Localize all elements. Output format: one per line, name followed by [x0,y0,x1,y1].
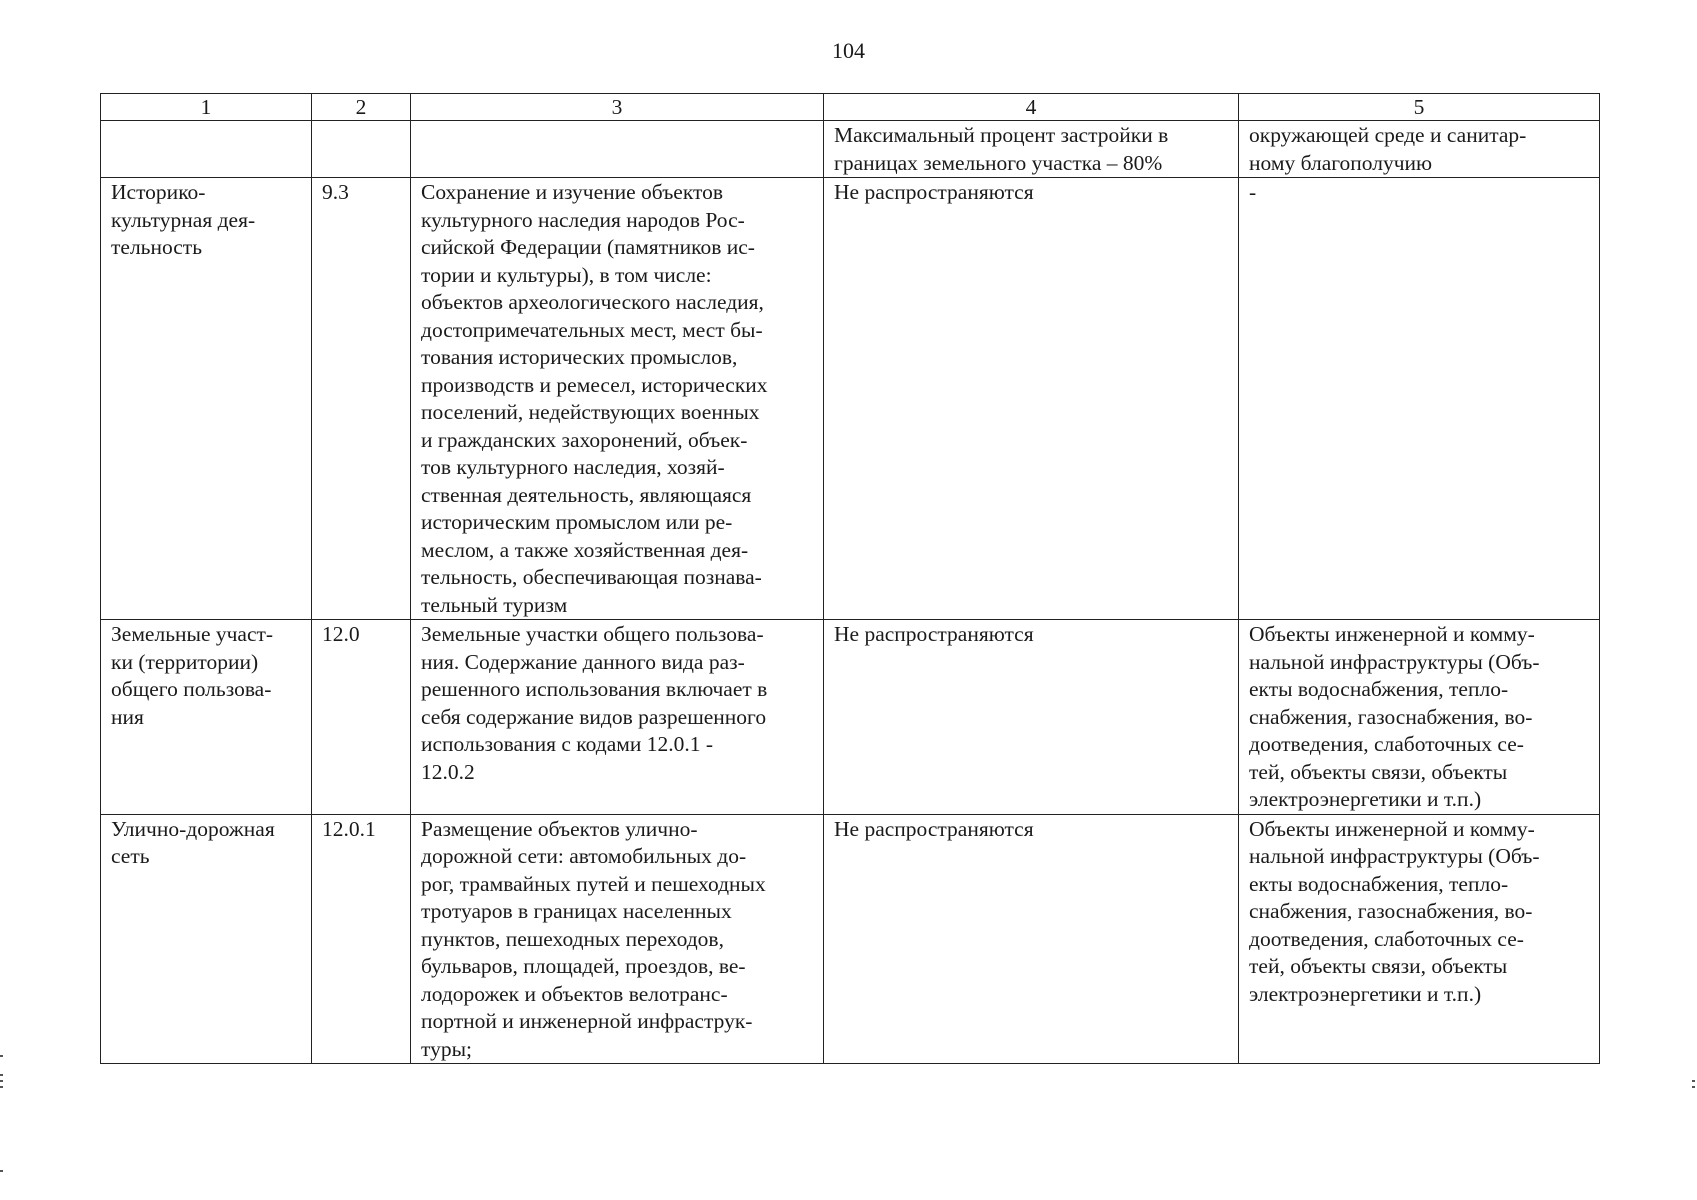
limits-text [1249,816,1589,1009]
text-line: общего пользова- [111,677,272,701]
text-line: туры; [421,1036,473,1061]
scan-edge-mark [0,1074,3,1076]
text-line: Улично-дорожная [111,816,275,841]
column-number-4: 4 [824,94,1239,121]
text-line: снабжения, газоснабжения, во- [1249,899,1533,923]
use-name-text [111,621,301,731]
params-cell [824,814,1239,1064]
table-row [101,620,1600,815]
continuation-params-cell [824,121,1239,178]
text-line: Объекты инженерной и комму- [1249,622,1535,646]
text-line: Не распространяются [834,180,1034,204]
limits-cell [1239,620,1600,815]
text-line: снабжения, газоснабжения, во- [1249,704,1533,729]
text-line: Историко- [111,180,206,204]
text-line: историческим промыслом или ре- [421,510,733,534]
column-number-2: 2 [312,94,411,121]
text-line: Максимальный процент застройки в [834,123,1169,147]
params-text [834,816,1228,844]
text-line: Земельные участки общего пользова- [421,622,764,646]
text-line: тельность, обеспечивающая познава- [421,565,762,589]
text-line: портной и инженерной инфраструк- [421,1009,753,1033]
continuation-limits-cell [1239,121,1600,178]
params-text [834,179,1228,207]
use-name-cell [101,620,312,815]
limits-text [1249,179,1589,207]
text-line: дорожной сети: автомобильных до- [421,844,747,868]
use-code-cell: 9.3 [312,178,411,620]
use-description-cell [411,178,824,620]
scan-edge-mark [1692,1086,1695,1088]
params-cell [824,620,1239,815]
scan-edge-mark [0,1170,3,1172]
continuation-cell-2 [312,121,411,178]
text-line: ному благополучию [1249,150,1433,175]
use-description-text [421,621,813,786]
scan-edge-mark [0,1055,3,1057]
text-line: ния [111,704,144,729]
text-line: сийской Федерации (памятников ис- [421,235,755,259]
text-line: пунктов, пешеходных переходов, [421,926,724,951]
limits-cell [1239,178,1600,620]
limits-cell [1239,814,1600,1064]
text-line: тротуаров в границах населенных [421,899,732,923]
text-line: культурного наследия народов Рос- [421,207,745,232]
text-line: использования с кодами 12.0.1 - [421,732,714,756]
page-number: 104 [832,38,865,63]
text-line: производств и ремесел, исторических [421,372,768,397]
text-line: Земельные участ- [111,622,274,646]
text-line: Размещение объектов улично- [421,816,698,841]
text-line: екты водоснабжения, тепло- [1249,677,1509,701]
use-description-cell [411,620,824,815]
text-line: культурная дея- [111,207,256,232]
land-use-table [100,93,1600,1064]
text-line: Объекты инженерной и комму- [1249,816,1535,841]
text-line: екты водоснабжения, тепло- [1249,871,1509,896]
column-number-row [101,94,1600,121]
text-line: ки (территории) [111,649,259,674]
table-row [101,178,1600,620]
text-line: себя содержание видов разрешенного [421,704,767,729]
text-line: тей, объекты связи, объекты [1249,954,1508,978]
text-line: и гражданских захоронений, объек- [421,427,748,452]
text-line: лодорожек и объектов велотранс- [421,981,728,1006]
text-line: тов культурного наследия, хозяй- [421,455,725,479]
text-line: ственная деятельность, являющаяся [421,482,752,507]
use-code-cell: 12.0.1 [312,814,411,1064]
text-line: электроэнергетики и т.п.) [1249,981,1482,1006]
params-text [834,621,1228,649]
continuation-cell-1 [101,121,312,178]
use-description-cell [411,814,824,1064]
text-line: тельность [111,235,203,259]
text-line: поселений, недействующих военных [421,400,760,424]
text-line: сеть [111,844,150,868]
text-line: нальной инфраструктуры (Объ- [1249,844,1540,868]
text-line: объектов археологического наследия, [421,290,764,314]
use-name-text [111,179,301,262]
text-line: ния. Содержание данного вида раз- [421,649,745,674]
continuation-limits-text [1249,122,1589,177]
text-line: электроэнергетики и т.п.) [1249,787,1482,811]
column-number-1: 1 [101,94,312,121]
text-line: - [1249,180,1257,204]
limits-text [1249,621,1589,814]
text-line: Не распространяются [834,816,1034,841]
continuation-cell-3 [411,121,824,178]
use-name-cell [101,178,312,620]
text-line: нальной инфраструктуры (Объ- [1249,649,1540,674]
text-line: тельный туризм [421,592,568,617]
use-code-cell: 12.0 [312,620,411,815]
column-number-5: 5 [1239,94,1600,121]
text-line: меслом, а также хозяйственная дея- [421,537,749,562]
text-line: решенного использования включает в [421,677,768,701]
use-name-text [111,816,301,871]
text-line: тования исторических промыслов, [421,345,738,369]
column-number-3: 3 [411,94,824,121]
text-line: доотведения, слаботочных се- [1249,926,1524,951]
use-description-text [421,816,813,1064]
use-name-cell [101,814,312,1064]
text-line: Не распространяются [834,622,1034,646]
text-line: окружающей среде и санитар- [1249,123,1527,147]
scan-edge-mark [0,1086,3,1088]
text-line: достопримечательных мест, мест бы- [421,317,763,342]
text-line: бульваров, площадей, проездов, ве- [421,954,746,978]
text-line: Сохранение и изучение объектов [421,180,724,204]
table-row [101,814,1600,1064]
use-description-text [421,179,813,619]
text-line: доотведения, слаботочных се- [1249,732,1524,756]
text-line: рог, трамвайных путей и пешеходных [421,871,766,896]
continuation-params-text [834,122,1228,177]
continuation-row [101,121,1600,178]
text-line: 12.0.2 [421,759,475,784]
params-cell [824,178,1239,620]
text-line: тории и культуры), в том числе: [421,262,712,287]
text-line: тей, объекты связи, объекты [1249,759,1508,784]
scan-edge-mark [0,1080,3,1082]
text-line: границах земельного участка – 80% [834,150,1163,175]
scan-edge-mark [1692,1080,1695,1082]
